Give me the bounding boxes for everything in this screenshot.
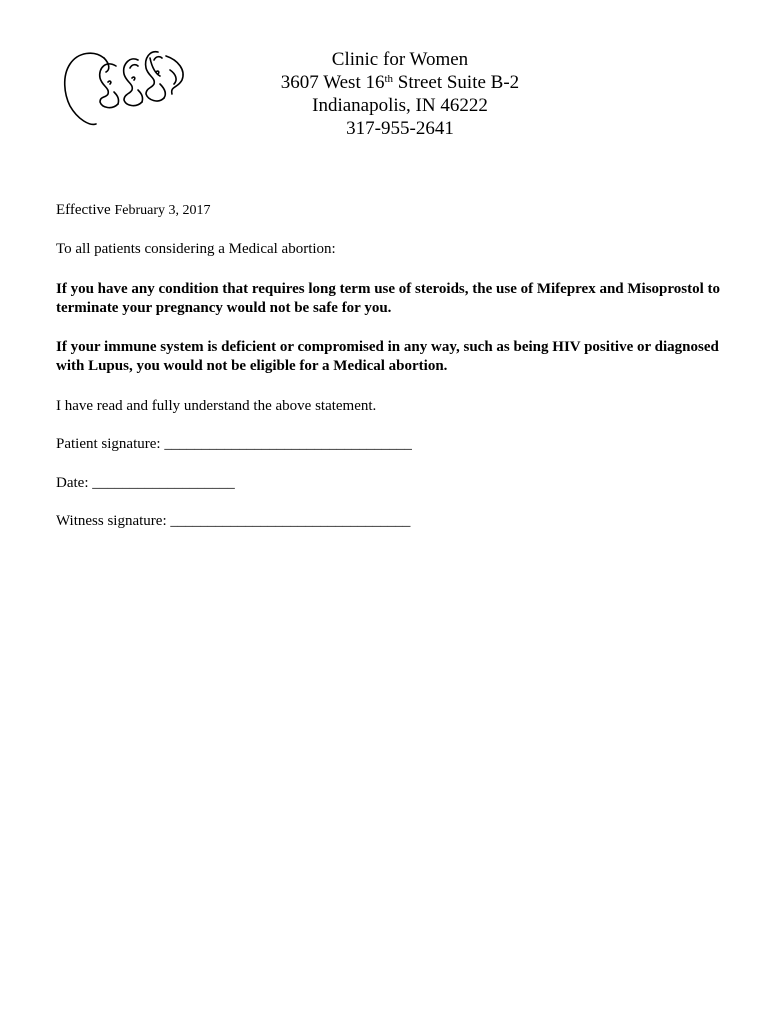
- witness-signature-field[interactable]: ________________________________: [170, 513, 411, 529]
- address-street-number: 3607 West 16: [280, 72, 385, 93]
- witness-signature-line: [56, 512, 736, 531]
- steroids-warning: If you have any condition that requires long term use of steroids, the use of Mifeprex and Misoprostol to terminate your pregnancy would not be safe for you.: [56, 281, 721, 316]
- effective-date: February 3, 2017: [114, 203, 211, 218]
- clinic-name: Clinic for Women: [331, 49, 469, 70]
- clinic-logo: [60, 48, 200, 130]
- effective-date-line: [56, 201, 736, 220]
- date-field[interactable]: ___________________: [92, 475, 235, 491]
- salutation: To all patients considering a Medical abortion:: [56, 241, 336, 257]
- address-ordinal-suffix: th: [384, 73, 394, 85]
- clinic-city: Indianapolis, IN 46222: [312, 95, 488, 116]
- patient-signature-line: [56, 435, 736, 454]
- witness-signature-label: Witness signature:: [56, 513, 171, 529]
- clinic-address: [200, 71, 600, 94]
- effective-label: Effective: [56, 202, 115, 218]
- patient-signature-label: Patient signature:: [56, 436, 165, 452]
- immune-warning: If your immune system is deficient or compromised in any way, such as being HIV positive or diagnosed with Lupus, you would not be eligible for a Medical abortion.: [56, 339, 719, 374]
- clinic-phone: 317-955-2641: [346, 118, 454, 139]
- address-street-suite: Street Suite B-2: [393, 72, 520, 93]
- date-label: Date:: [56, 475, 93, 491]
- date-line: [56, 474, 736, 493]
- clinic-header: [200, 48, 600, 140]
- acknowledgement-statement: I have read and fully understand the above statement.: [56, 398, 377, 414]
- patient-signature-field[interactable]: _________________________________: [164, 436, 412, 452]
